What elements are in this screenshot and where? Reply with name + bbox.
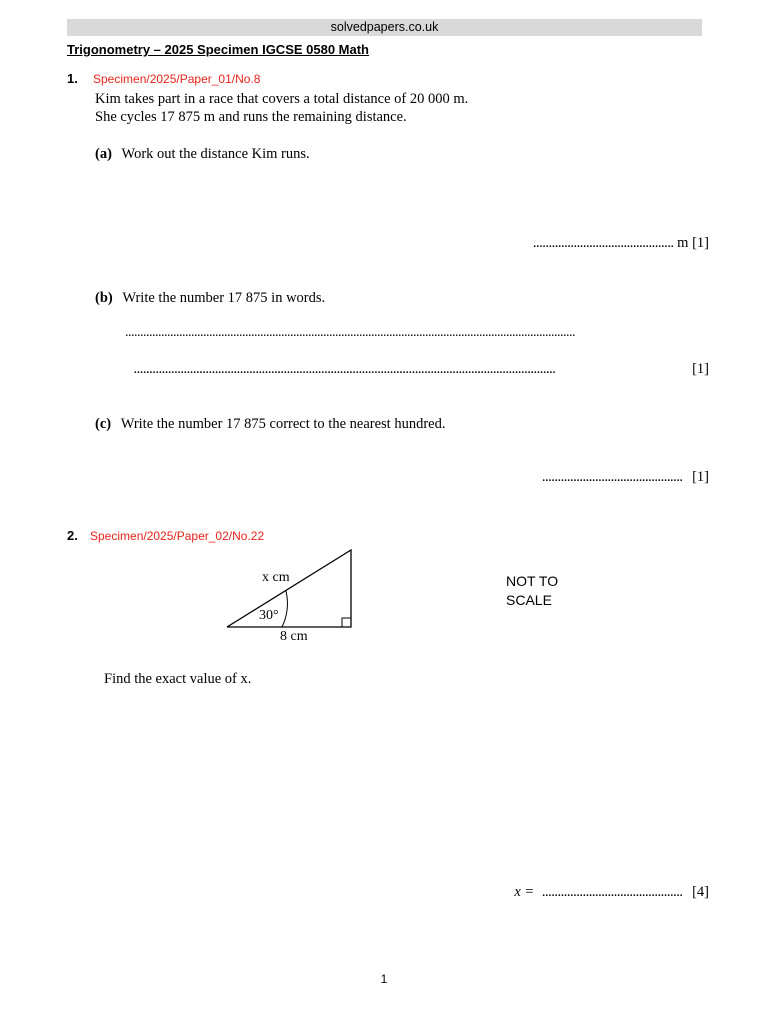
question-1a-answer-line [533, 235, 709, 252]
question-1b [95, 289, 325, 308]
right-angle-mark [342, 618, 351, 627]
answer-dots: ....................................................................................................................................... [133, 361, 556, 377]
marks: [1] [692, 235, 709, 251]
answer-dots: ............................................. [541, 469, 683, 485]
base-label: 8 cm [280, 629, 308, 644]
angle-arc [282, 591, 287, 627]
part-text: Write the number 17 875 in words. [122, 290, 326, 306]
part-label: (c) [95, 416, 112, 432]
question-1a [95, 145, 310, 164]
question-2-text: Find the exact value of x. [104, 671, 252, 687]
note-line-1: NOT TO [506, 573, 559, 589]
site-name: solvedpapers.co.uk [330, 20, 439, 34]
triangle-outline [227, 550, 351, 627]
question-2-source: Specimen/2025/Paper_02/No.22 [90, 529, 265, 543]
not-to-scale-note [506, 572, 558, 610]
question-1-stem-line-2: She cycles 17 875 m and runs the remaining distance. [95, 109, 407, 125]
question-1-number: 1. [67, 71, 78, 86]
marks: [1] [692, 469, 709, 485]
question-1c [95, 415, 445, 434]
part-text: Work out the distance Kim runs. [121, 146, 310, 162]
site-header [67, 19, 702, 36]
hypotenuse-label: x cm [262, 570, 290, 585]
angle-label: 30° [259, 608, 279, 623]
question-2-answer-line [514, 884, 709, 901]
question-2-number: 2. [67, 528, 78, 543]
answer-dots: ............................................. [532, 235, 674, 251]
question-1-source: Specimen/2025/Paper_01/No.8 [93, 72, 261, 86]
triangle-figure [220, 545, 360, 635]
marks: [4] [692, 884, 709, 900]
question-1b-answer-line-2 [133, 361, 709, 378]
question-1-stem-line-1: Kim takes part in a race that covers a total distance of 20 000 m. [95, 91, 469, 107]
answer-prefix: x = [514, 884, 535, 900]
part-label: (a) [95, 146, 112, 162]
marks: [1] [692, 361, 709, 377]
document-title: Trigonometry – 2025 Specimen IGCSE 0580 Math [67, 42, 370, 57]
question-1b-answer-line-1 [125, 325, 685, 341]
note-line-2: SCALE [506, 592, 552, 608]
part-label: (b) [95, 290, 113, 306]
answer-dots: ...................................................................................................................................................... [125, 325, 575, 340]
page-number: 1 [380, 972, 388, 986]
part-text: Write the number 17 875 correct to the nearest hundred. [120, 416, 446, 432]
answer-dots: ............................................. [541, 884, 683, 900]
question-1c-answer-line [542, 469, 709, 486]
answer-unit: m [677, 235, 689, 251]
